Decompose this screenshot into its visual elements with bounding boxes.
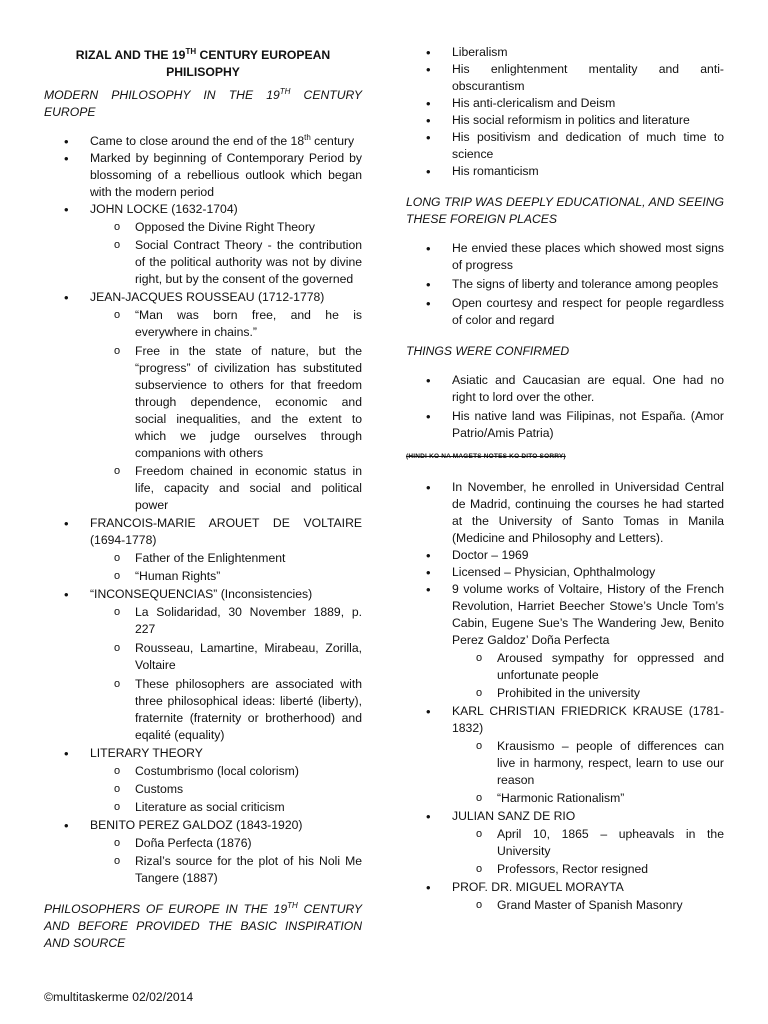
list-item: • His anti-clericalism and Deism — [426, 96, 616, 111]
list-item: • Came to close around the end of the 18th century — [64, 132, 355, 149]
madrid-list — [406, 479, 724, 914]
circle-bullet-icon: o — [114, 465, 121, 477]
bullet-icon: • — [426, 373, 431, 388]
sub-item: o Literature as social criticism — [114, 800, 285, 814]
section-heading-confirmed: THINGS WERE CONFIRMED — [406, 344, 570, 358]
sublist — [90, 550, 362, 585]
sublist — [90, 219, 362, 288]
section-heading-long-trip: LONG TRIP WAS DEEPLY EDUCATIONAL, AND SEEING THESE FOREIGN PLACES — [406, 195, 724, 226]
circle-bullet-icon: o — [114, 221, 121, 233]
sub-item: o Opposed the Divine Right Theory — [114, 220, 315, 234]
list-item: • Doctor – 1969 — [426, 548, 529, 563]
sublist-container — [44, 763, 362, 816]
list-item: • Liberalism — [426, 45, 508, 60]
list-item-readings: • 9 volume works of Voltaire, History of the French Revolution, Harriet Beecher Stowe’s Uncle Tom’s Cabin, Eugene Sue’s The Wandering Jew, Benito Perez Galdoz’ Doña Perfecta — [426, 582, 724, 647]
list-item: • His enlightenment mentality and anti-obscurantism — [426, 62, 724, 93]
sublist-container — [44, 604, 362, 744]
circle-bullet-icon: o — [114, 309, 121, 321]
list-item-locke: • JOHN LOCKE (1632-1704) — [64, 202, 238, 217]
confirmed-list — [406, 372, 724, 442]
sub-item: o Freedom chained in economic status in life, capacity and social and political power — [114, 464, 362, 512]
circle-bullet-icon: o — [114, 570, 121, 582]
page-title: RIZAL AND THE 19TH CENTURY EUROPEAN PHILISOPHY — [75, 46, 331, 79]
circle-bullet-icon: o — [114, 239, 121, 251]
bullet-icon: • — [426, 277, 431, 292]
sublist — [90, 307, 362, 514]
inspiration-list — [406, 44, 724, 180]
list-item: • Marked by beginning of Contemporary Period by blossoming of a rebellious outlook which began with the modern period — [64, 151, 362, 199]
bullet-icon: • — [64, 587, 69, 602]
list-item-rousseau: • JEAN-JACQUES ROUSSEAU (1712-1778) — [64, 290, 325, 305]
bullet-icon: • — [426, 296, 431, 311]
list-item-voltaire: • FRANCOIS-MARIE AROUET DE VOLTAIRE (1694-1778) — [64, 516, 362, 547]
list-item-inconsequencias: • “INCONSEQUENCIAS” (Inconsistencies) — [64, 587, 313, 602]
bullet-icon: • — [64, 818, 69, 833]
sublist-container — [44, 219, 362, 288]
list-item: • The signs of liberty and tolerance among peoples — [426, 277, 719, 292]
bullet-icon: • — [426, 164, 431, 179]
bullet-icon: • — [426, 62, 431, 77]
sub-item: o Grand Master of Spanish Masonry — [476, 898, 683, 912]
bullet-icon: • — [64, 151, 69, 166]
sublist-container — [406, 826, 724, 878]
circle-bullet-icon: o — [114, 552, 121, 564]
list-item-morayta: • PROF. DR. MIGUEL MORAYTA — [426, 880, 624, 895]
circle-bullet-icon: o — [476, 899, 483, 911]
list-item-literary-theory: • LITERARY THEORY — [64, 746, 203, 761]
section-heading-modern-philosophy: MODERN PHILOSOPHY IN THE 19TH CENTURY EUROPE — [44, 86, 363, 119]
sub-item: o Free in the state of nature, but the “progress” of civilization has substituted subservience to others for that freedom through dependence, economic and social inequalities, and the extent to which we judge ourselves through companions with others — [114, 344, 362, 460]
list-item: • Licensed – Physician, Ophthalmology — [426, 565, 656, 580]
sub-item: o Rousseau, Lamartine, Mirabeau, Zorilla, Voltaire — [114, 641, 362, 672]
circle-bullet-icon: o — [114, 837, 121, 849]
bullet-icon: • — [426, 241, 431, 256]
circle-bullet-icon: o — [114, 606, 121, 618]
modern-philosophy-list — [44, 133, 362, 887]
sub-item: o Krausismo – people of differences can live in harmony, respect, learn to use our reason — [476, 739, 724, 787]
circle-bullet-icon: o — [476, 652, 483, 664]
sublist-container — [406, 738, 724, 807]
sublist — [90, 835, 362, 887]
sub-item: o Doña Perfecta (1876) — [114, 836, 252, 850]
list-item-krause: • KARL CHRISTIAN FRIEDRICK KRAUSE (1781-1832) — [426, 704, 724, 735]
circle-bullet-icon: o — [476, 687, 483, 699]
sub-item: o “Human Rights” — [114, 569, 221, 583]
bullet-icon: • — [426, 113, 431, 128]
sub-item: o Professors, Rector resigned — [476, 862, 649, 876]
circle-bullet-icon: o — [114, 345, 121, 357]
sublist — [90, 763, 362, 816]
sub-item: o La Solidaridad, 30 November 1889, p. 227 — [114, 605, 362, 636]
list-item: • Asiatic and Caucasian are equal. One had no right to lord over the other. — [426, 373, 724, 404]
bullet-icon: • — [64, 746, 69, 761]
bullet-icon: • — [64, 290, 69, 305]
sub-item: o Costumbrismo (local colorism) — [114, 764, 299, 778]
sublist — [452, 826, 724, 878]
circle-bullet-icon: o — [114, 678, 121, 690]
circle-bullet-icon: o — [114, 642, 121, 654]
circle-bullet-icon: o — [114, 783, 121, 795]
sublist — [452, 738, 724, 807]
long-trip-list — [406, 240, 724, 329]
list-item: • His positivism and dedication of much time to science — [426, 130, 724, 161]
bullet-icon: • — [426, 480, 431, 495]
list-item: • His social reformism in politics and literature — [426, 113, 690, 128]
bullet-icon: • — [426, 704, 431, 719]
sub-item: o Customs — [114, 782, 184, 796]
circle-bullet-icon: o — [476, 792, 483, 804]
sub-item: o These philosophers are associated with three philosophical ideas: liberté (liberty), fraternite (fraternity or brotherhood) and eqalité (equality) — [114, 677, 362, 742]
circle-bullet-icon: o — [114, 855, 121, 867]
sub-item: o Rizal’s source for the plot of his Noli Me Tangere (1887) — [114, 854, 362, 885]
bullet-icon: • — [426, 809, 431, 824]
bullet-icon: • — [426, 582, 431, 597]
bullet-icon: • — [426, 130, 431, 145]
sub-item: o Social Contract Theory - the contribution of the political authority was not by divine right, but by the consent of the governed — [114, 238, 362, 286]
bullet-icon: • — [426, 45, 431, 60]
sub-item: o “Harmonic Rationalism” — [476, 791, 625, 805]
sublist — [90, 604, 362, 744]
sublist-container — [44, 550, 362, 585]
sublist-container — [44, 835, 362, 887]
sublist-container — [406, 650, 724, 702]
footer-credit: ©multitaskerme 02/02/2014 — [44, 990, 194, 1004]
sub-item: o “Man was born free, and he is everywhere in chains.” — [114, 308, 362, 339]
bullet-icon: • — [426, 96, 431, 111]
sublist-container — [44, 307, 362, 514]
list-item-sanz-de-rio: • JULIAN SANZ DE RIO — [426, 809, 576, 824]
circle-bullet-icon: o — [476, 740, 483, 752]
circle-bullet-icon: o — [476, 863, 483, 875]
list-item-galdoz: • BENITO PEREZ GALDOZ (1843-1920) — [64, 818, 303, 833]
circle-bullet-icon: o — [114, 765, 121, 777]
sub-item: o April 10, 1865 – upheavals in the University — [476, 827, 724, 858]
list-item: • His romanticism — [426, 164, 539, 179]
list-item: • In November, he enrolled in Universidad Central de Madrid, continuing the courses he had started at the University of Santo Tomas in Manila (Medicine and Philosophy and Letters). — [426, 480, 724, 545]
struck-note: (HINDI KO NA MAGETS NOTES KO DITO SORRY) — [406, 453, 566, 460]
bullet-icon: • — [426, 565, 431, 580]
bullet-icon: • — [64, 134, 69, 149]
circle-bullet-icon: o — [476, 828, 483, 840]
left-column — [44, 44, 362, 964]
sub-item: o Father of the Enlightenment — [114, 551, 286, 565]
sublist — [452, 897, 724, 914]
bullet-icon: • — [426, 409, 431, 424]
right-column — [406, 44, 724, 915]
circle-bullet-icon: o — [114, 801, 121, 813]
sub-item: o Aroused sympathy for oppressed and unfortunate people — [476, 651, 724, 682]
sublist — [452, 650, 724, 702]
bullet-icon: • — [64, 516, 69, 531]
list-item: • His native land was Filipinas, not España. (Amor Patrio/Amis Patria) — [426, 409, 724, 440]
sub-item: o Prohibited in the university — [476, 686, 640, 700]
bullet-icon: • — [426, 880, 431, 895]
list-item: • He envied these places which showed most signs of progress — [426, 241, 724, 272]
sublist-container — [406, 897, 724, 914]
section-heading-philosophers-inspiration: PHILOSOPHERS OF EUROPE IN THE 19TH CENTURY AND BEFORE PROVIDED THE BASIC INSPIRATION AND SOURCE — [44, 900, 363, 950]
bullet-icon: • — [426, 548, 431, 563]
list-item: • Open courtesy and respect for people regardless of color and regard — [426, 296, 724, 327]
bullet-icon: • — [64, 202, 69, 217]
